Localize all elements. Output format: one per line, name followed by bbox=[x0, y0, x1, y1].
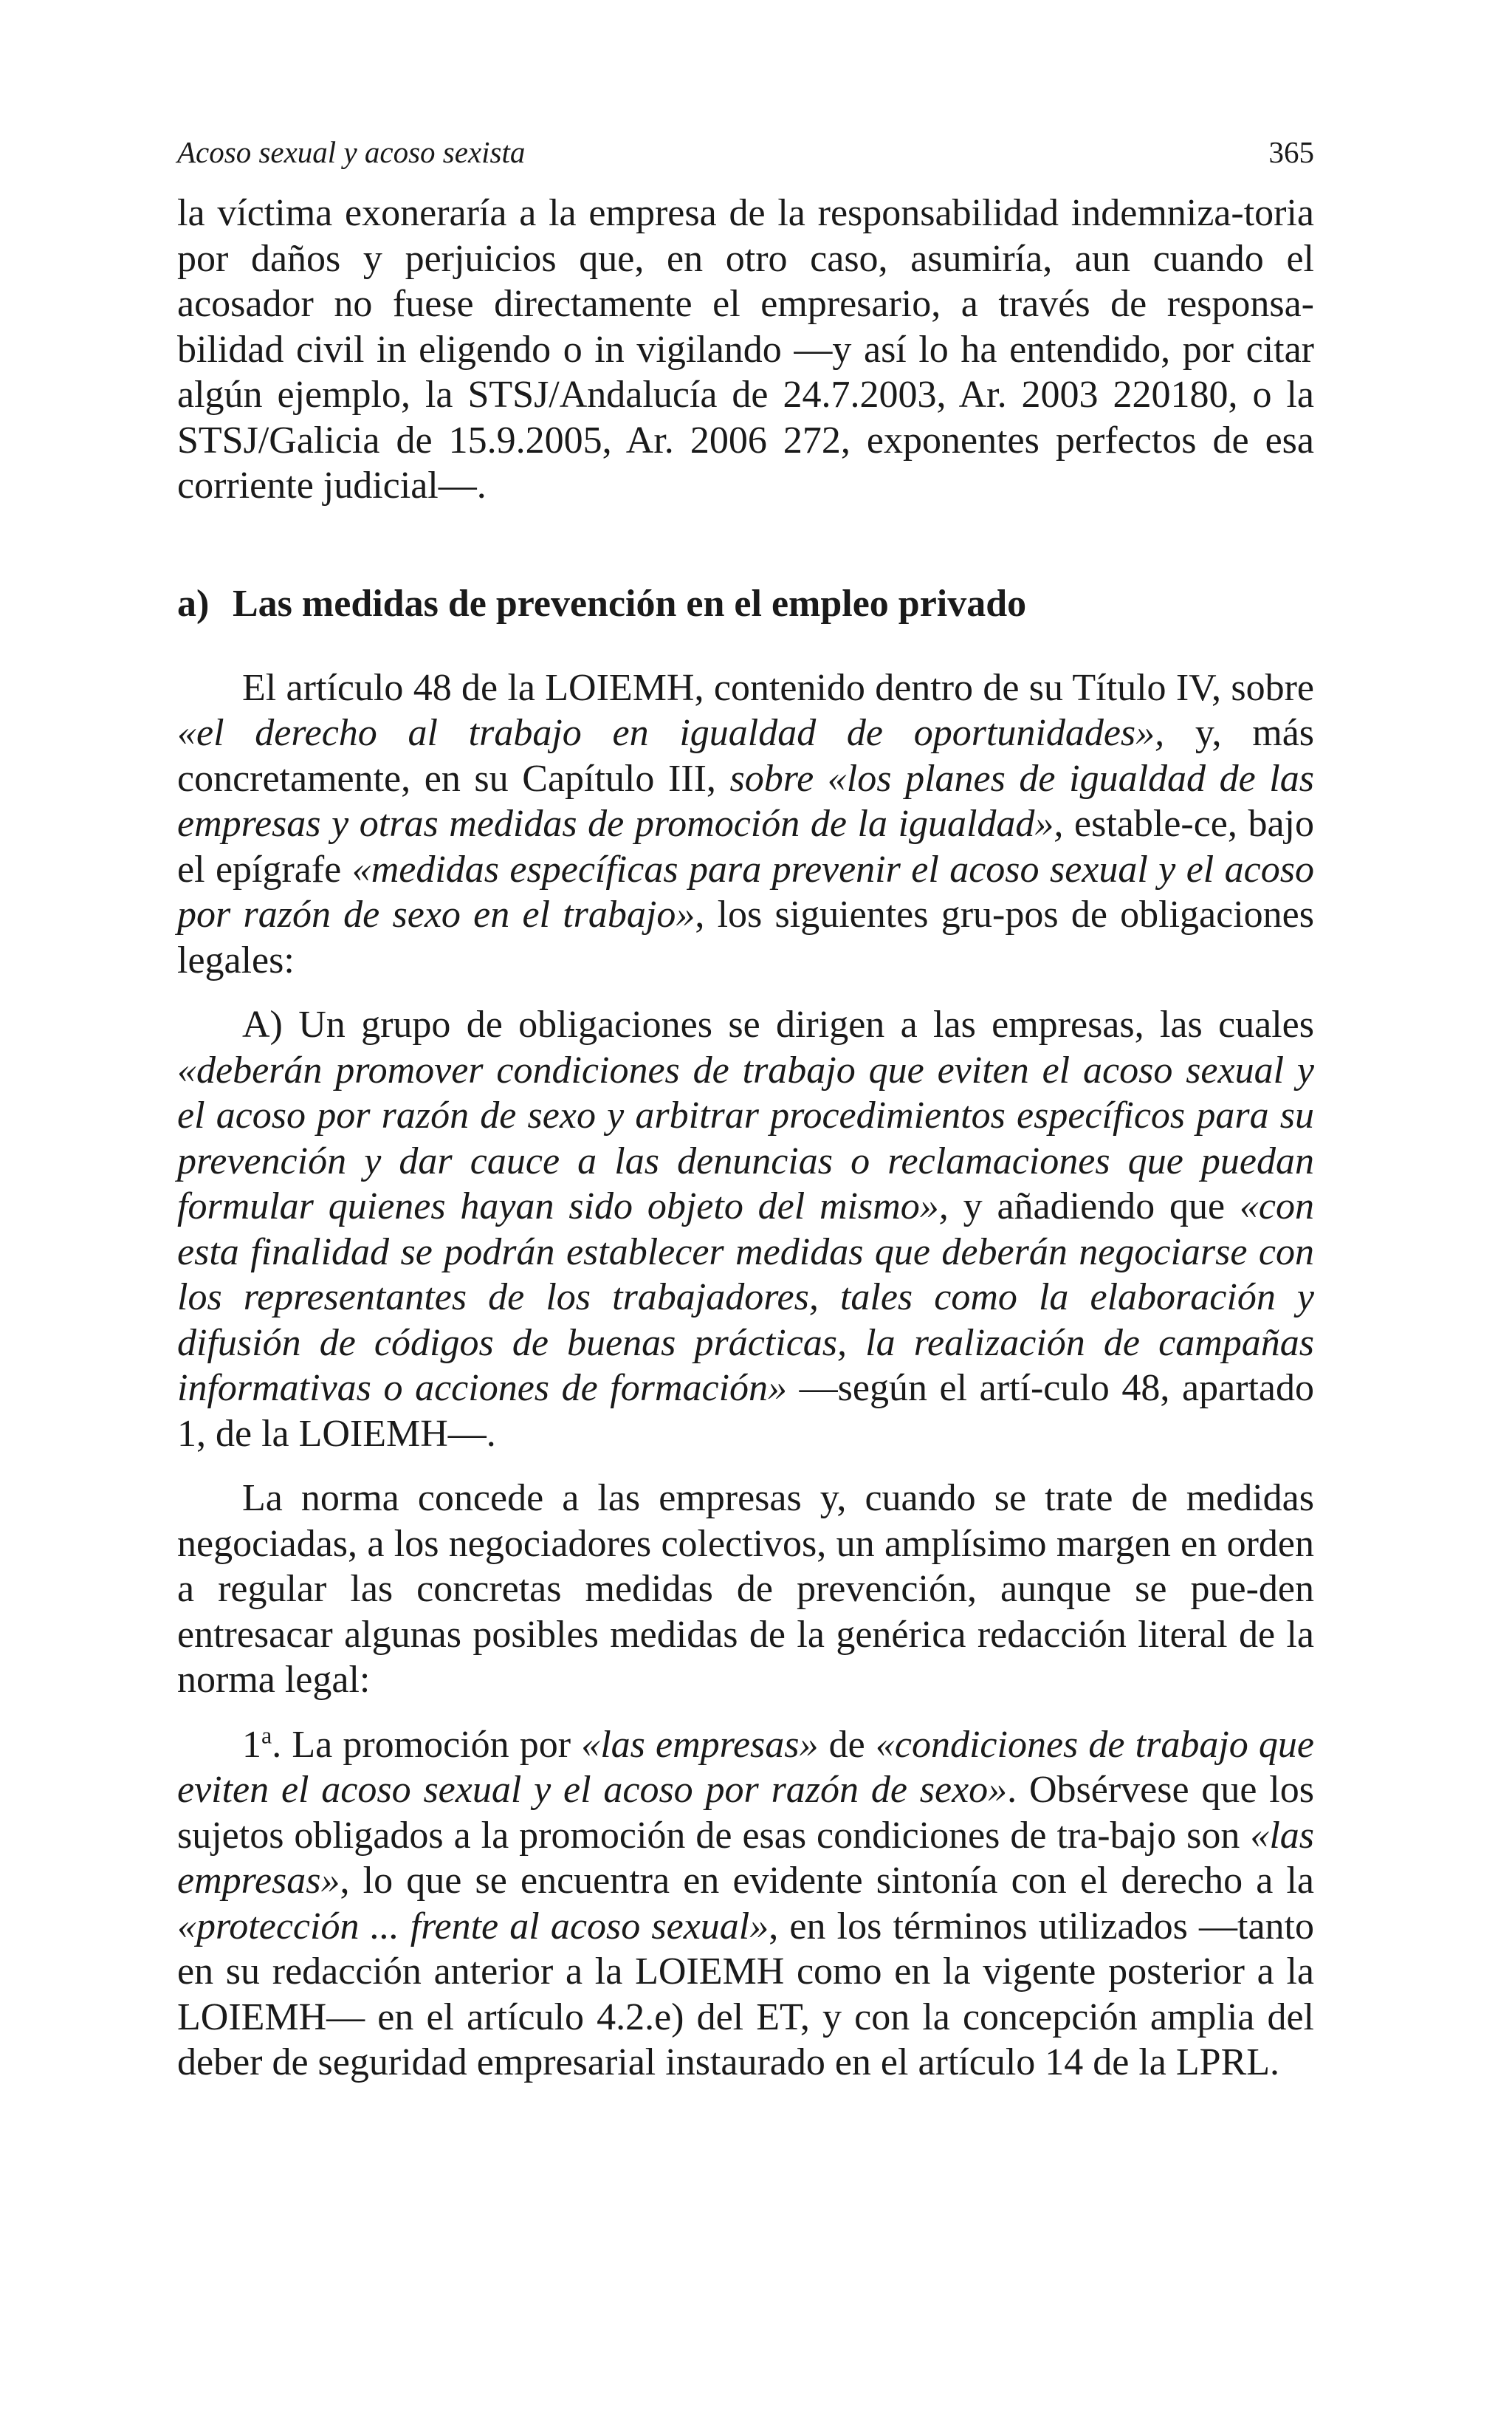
section-heading bbox=[177, 581, 1314, 627]
book-page bbox=[177, 133, 1314, 2086]
quote-run: «medidas específicas para prevenir el acoso sexual y el acoso por razón de sexo en el trabajo» bbox=[177, 848, 1314, 936]
paragraph-primera-medida bbox=[177, 1722, 1314, 2086]
ordinal-superscript: a bbox=[261, 1721, 272, 1749]
page-number: 365 bbox=[1268, 135, 1314, 169]
paragraph-intro bbox=[177, 191, 1314, 509]
text-run: y añadiendo que bbox=[948, 1185, 1240, 1227]
paragraph-articulo-48 bbox=[177, 665, 1314, 984]
text-run: La norma concede a las empresas y, cuando se trate de medidas negociadas, a los negociadores colectivos, un amplísimo margen en orden a regular las concretas medidas de prevención, aunque se pue-den entresacar algunas posibles medidas de la genérica redacción literal de la norma legal: bbox=[177, 1477, 1314, 1701]
quote-run: «el derecho al trabajo en igualdad de oportunidades», bbox=[177, 712, 1165, 754]
text-run: —según el artí-culo 48, apartado 1, de la LOIEMH—. bbox=[177, 1367, 1314, 1455]
section-marker: a) bbox=[177, 582, 210, 625]
section-title: Las medidas de prevención en el empleo privado bbox=[233, 582, 1027, 625]
text-run: , en los términos utilizados —tanto en su redacción anterior a la LOIEMH como en la vigente posterior a la LOIEMH— en el artículo 4.2.e) del ET, y con la concepción amplia del deber de seguridad empresarial instaurado en el artículo 14 de la LPRL. bbox=[177, 1905, 1314, 2083]
quote-run: «deberán promover condiciones de trabajo que eviten el acoso sexual y el acoso por razón de sexo y arbitrar procedimientos específicos para su prevención y dar cauce a las denuncias o reclamaciones que puedan formular quienes hayan sido objeto del mismo», bbox=[177, 1049, 1314, 1227]
quote-run: «las empresas» bbox=[177, 1814, 1314, 1902]
list-number: 1 bbox=[242, 1723, 261, 1766]
quote-run: «con esta finalidad se podrán establecer medidas que deberán negociarse con los representantes de los trabajadores, tales como la elaboración y difusión de códigos de buenas prácticas, la realización de campañas informativas o acciones de formación» bbox=[177, 1185, 1314, 1409]
running-head bbox=[177, 133, 1314, 171]
text-run: , lo que se encuentra en evidente sintonía con el derecho a la bbox=[340, 1860, 1314, 1902]
running-title: Acoso sexual y acoso sexista bbox=[177, 135, 526, 169]
text-run: estable-ce, bajo el epígrafe bbox=[177, 803, 1314, 891]
text-run: . Obsérvese que los sujetos obligados a la promoción de esas condiciones de tra-bajo son bbox=[177, 1769, 1314, 1857]
quote-run: «protección ... frente al acoso sexual» bbox=[177, 1905, 769, 1947]
quote-run: «condiciones de trabajo que eviten el acoso sexual y el acoso por razón de sexo» bbox=[177, 1723, 1314, 1811]
text-run: , los siguientes gru-pos de obligaciones legales: bbox=[177, 894, 1314, 981]
text-run: A) Un grupo de obligaciones se dirigen a las empresas, las cuales bbox=[242, 1004, 1314, 1046]
text-run: de bbox=[818, 1723, 876, 1766]
text-run: El artículo 48 de la LOIEMH, contenido dentro de su Título IV, sobre bbox=[242, 666, 1314, 709]
quote-run: sobre «los planes de igualdad de las empresas y otras medidas de promoción de la igualdad», bbox=[177, 757, 1314, 845]
quote-run: «las empresas» bbox=[581, 1723, 819, 1766]
paragraph-grupo-a bbox=[177, 1002, 1314, 1456]
text-run: . La promoción por bbox=[272, 1723, 582, 1766]
text-run: y, más concretamente, en su Capítulo III, bbox=[177, 712, 1315, 800]
text-run: la víctima exoneraría a la empresa de la responsabilidad indemniza-toria por daños y perjuicios que, en otro caso, asumiría, aun cuando el acosador no fuese directamente el empresario, a través de responsa-bilidad civil in eligendo o in vigilando —y así lo ha entendido, por citar algún ejemplo, la STSJ/Andalucía de 24.7.2003, Ar. 2003 220180, o la STSJ/Galicia de 15.9.2005, Ar. 2006 272, exponentes perfectos de esa corriente judicial—. bbox=[177, 192, 1314, 507]
paragraph-norma bbox=[177, 1476, 1314, 1703]
